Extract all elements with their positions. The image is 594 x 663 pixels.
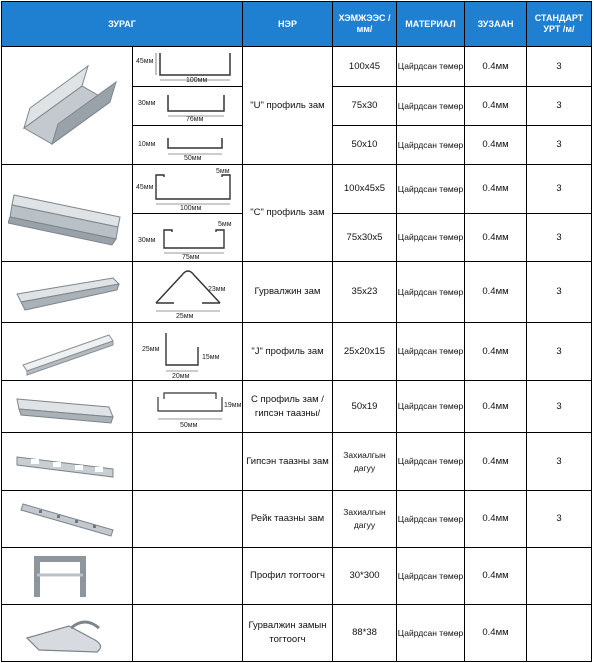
header-standard: СТАНДАРТ УРТ /м/ — [527, 2, 592, 47]
material-cell: Цайрдсан төмөр — [397, 381, 465, 433]
header-size: ХЭМЖЭЭС /мм/ — [333, 2, 397, 47]
thickness-cell: 0.4мм — [465, 87, 527, 126]
standard-cell: 3 — [527, 165, 592, 214]
thickness-cell: 0.4мм — [465, 214, 527, 262]
size-cell: 75х30х5 — [333, 214, 397, 262]
gypsum-ceiling-track-photo — [2, 433, 133, 491]
standard-cell: 3 — [527, 126, 592, 165]
material-cell: Цайрдсан төмөр — [397, 433, 465, 491]
u-profile-drawing-50x10 — [133, 126, 243, 165]
header-thickness: ЗУЗААН — [465, 2, 527, 47]
table-row — [2, 165, 592, 214]
standard-cell — [527, 605, 592, 662]
thickness-cell: 0.4мм — [465, 605, 527, 662]
thickness-cell: 0.4мм — [465, 548, 527, 605]
name-c-profile: "C" профиль зам — [243, 165, 333, 262]
size-cell: 100х45х5 — [333, 165, 397, 214]
triangle-bracket-drawing-empty — [133, 605, 243, 662]
c-profile-photo — [2, 165, 133, 262]
name-u-profile: "U" профиль зам — [243, 47, 333, 165]
name-triangle-bracket: Гурвалжин замын тогтоогч — [243, 605, 333, 662]
material-cell: Цайрдсан төмөр — [397, 87, 465, 126]
c-profile-drawing-75x30x5 — [133, 214, 243, 262]
material-cell: Цайрдсан төмөр — [397, 491, 465, 548]
standard-cell — [527, 548, 592, 605]
name-triangle-track: Гурвалжин зам — [243, 262, 333, 323]
name-profile-bracket: Профил тогтоогч — [243, 548, 333, 605]
u3-height-label: 10мм — [137, 141, 155, 148]
thickness-cell: 0.4мм — [465, 433, 527, 491]
size-cell: 25х20х15 — [333, 323, 397, 381]
size-cell: Захиалгын дагуу — [333, 433, 397, 491]
table-row — [2, 433, 592, 491]
j-inner-height-label: 15мм — [201, 353, 219, 361]
standard-cell: 3 — [527, 262, 592, 323]
table-row — [2, 605, 592, 662]
thickness-cell: 0.4мм — [465, 262, 527, 323]
u1-height-label: 45мм — [135, 57, 153, 65]
material-cell: Цайрдсан төмөр — [397, 548, 465, 605]
c1-lip-label: 5мм — [215, 168, 230, 175]
thickness-cell: 0.4мм — [465, 165, 527, 214]
u-profile-drawing-75x30 — [133, 87, 243, 126]
c-gypsum-profile-drawing — [133, 381, 243, 433]
size-cell: 35х23 — [333, 262, 397, 323]
header-material: МАТЕРИАЛ — [397, 2, 465, 47]
thickness-cell: 0.4мм — [465, 47, 527, 87]
table-row — [2, 262, 592, 323]
thickness-cell: 0.4мм — [465, 491, 527, 548]
header-name: НЭР — [243, 2, 333, 47]
triangle-track-drawing — [133, 262, 243, 323]
table-row — [2, 491, 592, 548]
material-cell: Цайрдсан төмөр — [397, 262, 465, 323]
thickness-cell: 0.4мм — [465, 126, 527, 165]
rail-ceiling-track-photo — [2, 491, 133, 548]
standard-cell: 3 — [527, 47, 592, 87]
cg-height-label: 19мм — [223, 401, 241, 409]
c1-width-label: 100мм — [179, 205, 201, 211]
u3-width-label: 50мм — [183, 155, 201, 162]
standard-cell: 3 — [527, 381, 592, 433]
header-row — [2, 2, 592, 47]
gypsum-ceiling-track-drawing-empty — [133, 433, 243, 491]
size-cell: 88*38 — [333, 605, 397, 662]
j-profile-drawing — [133, 323, 243, 381]
standard-cell: 3 — [527, 323, 592, 381]
tri-width-label: 25мм — [175, 313, 193, 320]
standard-cell: 3 — [527, 87, 592, 126]
rail-ceiling-track-drawing-empty — [133, 491, 243, 548]
tri-height-label: 23мм — [207, 286, 225, 293]
table-row — [2, 381, 592, 433]
u2-height-label: 30мм — [137, 100, 155, 107]
c2-lip-label: 5мм — [217, 220, 232, 228]
name-gypsum-ceiling-track: Гипсэн таазны зам — [243, 433, 333, 491]
material-cell: Цайрдсан төмөр — [397, 47, 465, 87]
size-cell: Захиалгын дагуу — [333, 491, 397, 548]
c-gypsum-profile-photo — [2, 381, 133, 433]
size-cell: 75х30 — [333, 87, 397, 126]
name-c-gypsum-profile: С профиль зам /гипсэн таазны/ — [243, 381, 333, 433]
table-row — [2, 47, 592, 87]
u-profile-photo — [2, 47, 133, 165]
profile-bracket-drawing-empty — [133, 548, 243, 605]
material-cell: Цайрдсан төмөр — [397, 323, 465, 381]
thickness-cell: 0.4мм — [465, 381, 527, 433]
size-cell: 50х10 — [333, 126, 397, 165]
table-row — [2, 548, 592, 605]
product-table — [1, 1, 592, 662]
u-profile-drawing-100x45 — [133, 47, 243, 87]
u1-width-label: 100мм — [185, 76, 207, 84]
name-rail-ceiling-track: Рейк таазны зам — [243, 491, 333, 548]
name-j-profile: "J" профиль зам — [243, 323, 333, 381]
j-width-label: 20мм — [171, 372, 189, 379]
material-cell: Цайрдсан төмөр — [397, 214, 465, 262]
c2-height-label: 30мм — [137, 236, 155, 244]
standard-cell: 3 — [527, 491, 592, 548]
header-image: ЗУРАГ — [2, 2, 243, 47]
table-row — [2, 323, 592, 381]
j-height-label: 25мм — [141, 345, 159, 353]
triangle-bracket-photo — [2, 605, 133, 662]
triangle-track-photo — [2, 262, 133, 323]
c2-width-label: 75мм — [181, 253, 199, 260]
c1-height-label: 45мм — [135, 184, 153, 191]
u2-width-label: 76мм — [185, 116, 203, 123]
profile-bracket-photo — [2, 548, 133, 605]
thickness-cell: 0.4мм — [465, 323, 527, 381]
material-cell: Цайрдсан төмөр — [397, 126, 465, 165]
size-cell: 30*300 — [333, 548, 397, 605]
cg-width-label: 50мм — [179, 421, 197, 429]
size-cell: 50х19 — [333, 381, 397, 433]
material-cell: Цайрдсан төмөр — [397, 605, 465, 662]
j-profile-photo — [2, 323, 133, 381]
size-cell: 100х45 — [333, 47, 397, 87]
c-profile-drawing-100x45x5 — [133, 165, 243, 214]
material-cell: Цайрдсан төмөр — [397, 165, 465, 214]
standard-cell: 3 — [527, 214, 592, 262]
standard-cell: 3 — [527, 433, 592, 491]
